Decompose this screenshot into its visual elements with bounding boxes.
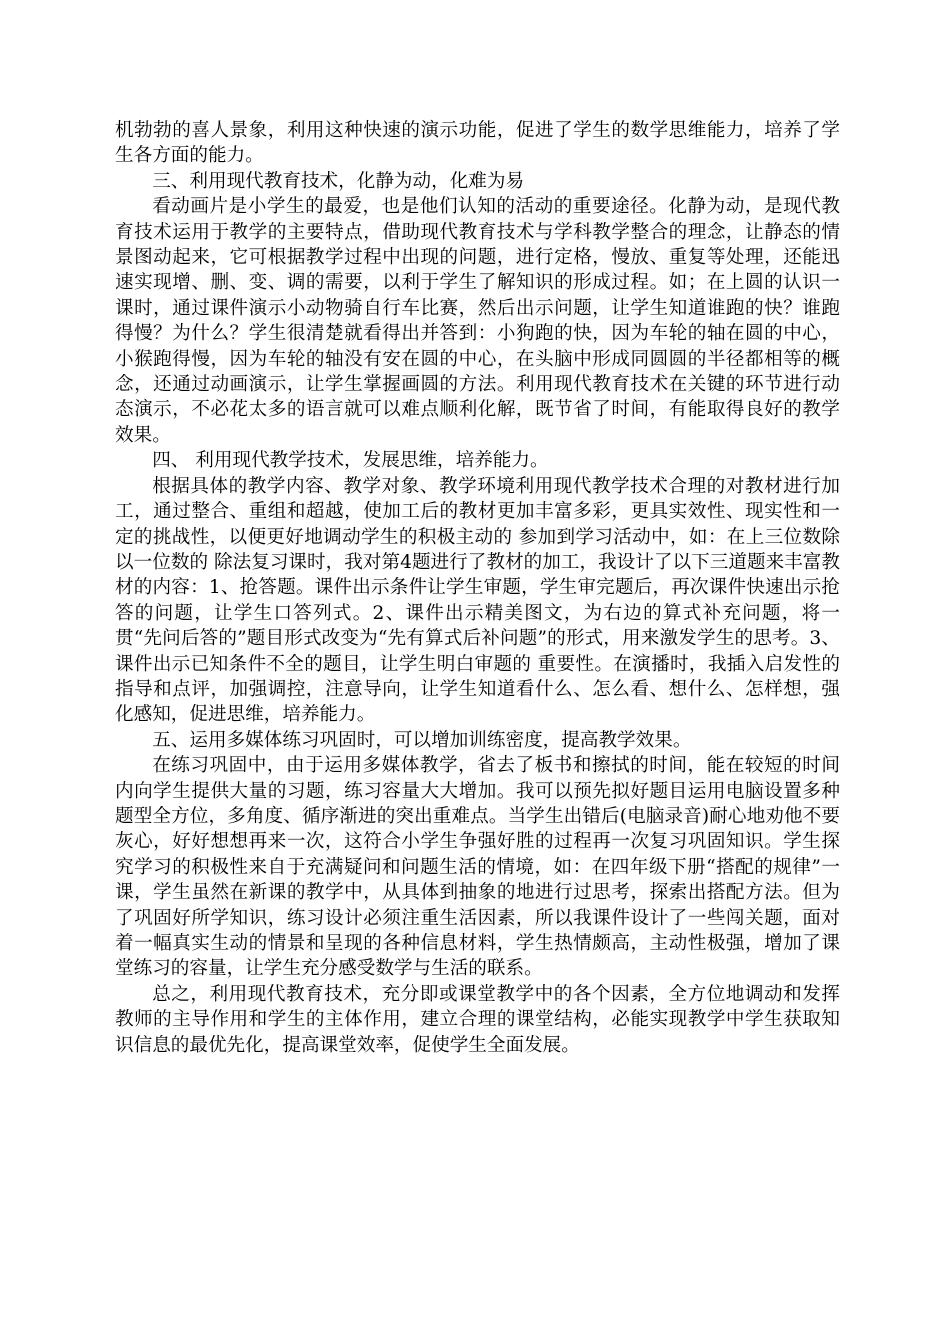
paragraph-section-3: 看动画片是小学生的最爱，也是他们认知的活动的重要途径。化静为动，是现代教育技术运用于教学的主要特点，借助现代教育技术与学科教学整合的理念，让静态的情景图动起来，它可根据教学过程中出现的问题，进行定格，慢放、重复等处理，还能迅速实现增、删、变、调的需要，以利于学生了解知识的形成过程。如；在上圆的认识一课时，通过课件演示小动物骑自行车比赛，然后出示问题，让学生知道谁跑的快？谁跑得慢？为什么？学生很清楚就看得出并答到：小狗跑的快，因为车轮的轴在圆的中心，小猴跑得慢，因为车轮的轴没有安在圆的中心，在头脑中形成同圆圆的半径都相等的概念，还通过动画演示，让学生掌握画圆的方法。利用现代教育技术在关键的环节进行动态演示，不必花太多的语言就可以难点顺利化解，既节省了时间，有能取得良好的教学效果。: [115, 196, 840, 446]
paragraph-section-5: 在练习巩固中，由于运用多媒体教学，省去了板书和擦拭的时间，能在较短的时间内向学生提供大量的习题，练习容量大大增加。我可以预先拟好题目运用电脑设置多种题型全方位，多角度、循序渐进的突出重难点。当学生出错后(电脑录音)耐心地劝他不要灰心，好好想想再来一次，这符合小学生争强好胜的过程再一次复习巩固知识。学生探究学习的积极性来自于充满疑问和问题生活的情境，如：在四年级下册“搭配的规律”一课，学生虽然在新课的教学中，从具体到抽象的地进行过思考，探索出搭配方法。但为了巩固好所学知识，练习设计必须注重生活因素，所以我课件设计了一些闯关题，面对着一幅真实生动的情景和呈现的各种信息材料，学生热情颇高，主动性极强，增加了课堂练习的容量，让学生充分感受数学与生活的联系。: [115, 755, 840, 980]
section-heading-4: 四、 利用现代教学技术，发展思维，培养能力。: [152, 450, 549, 472]
document-page: [115, 118, 840, 1058]
paragraph-section-4: 根据具体的教学内容、教学对象、教学环境利用现代教学技术合理的对教材进行加工，通过整合、重组和超越，使加工后的教材更加丰富多彩，更具实效性、现实性和一定的挑战性，以便更好地调动学生的积极主动的 参加到学习活动中，如：在上三位数除以一位数的 除法复习课时，我对第4题进行了教材的加工，我设计了以下三道题来丰富教材的内容：1、抢答题。课件出示条件让学生审题，学生审完题后，再次课件快速出示抢答的问题，让学生口答列式。2、课件出示精美图文，为右边的算式补充问题，将一贯“先问后答的”题目形式改变为“先有算式后补问题”的形式，用来激发学生的思考。3、课件出示已知条件不全的题目，让学生明白审题的 重要性。在演播时，我插入启发性的指导和点评，加强调控，注意导向，让学生知道看什么、怎么看、想什么、怎样想，强化感知，促进思维，培养能力。: [115, 475, 840, 726]
paragraph-continued: 机勃勃的喜人景象，利用这种快速的演示功能，促进了学生的数学思维能力，培养了学生各方面的能力。: [115, 120, 840, 167]
section-heading-3: 三、利用现代教育技术，化静为动，化难为易: [152, 170, 525, 192]
section-heading-5: 五、运用多媒体练习巩固时，可以增加训练密度，提高教学效果。: [152, 729, 692, 751]
paragraph-conclusion: 总之，利用现代教育技术，充分即或课堂教学中的各个因素，全方位地调动和发挥教师的主导作用和学生的主体作用，建立合理的课堂结构，必能实现教学中学生获取知识信息的最优先化，提高课堂效率，促使学生全面发展。: [115, 983, 840, 1056]
